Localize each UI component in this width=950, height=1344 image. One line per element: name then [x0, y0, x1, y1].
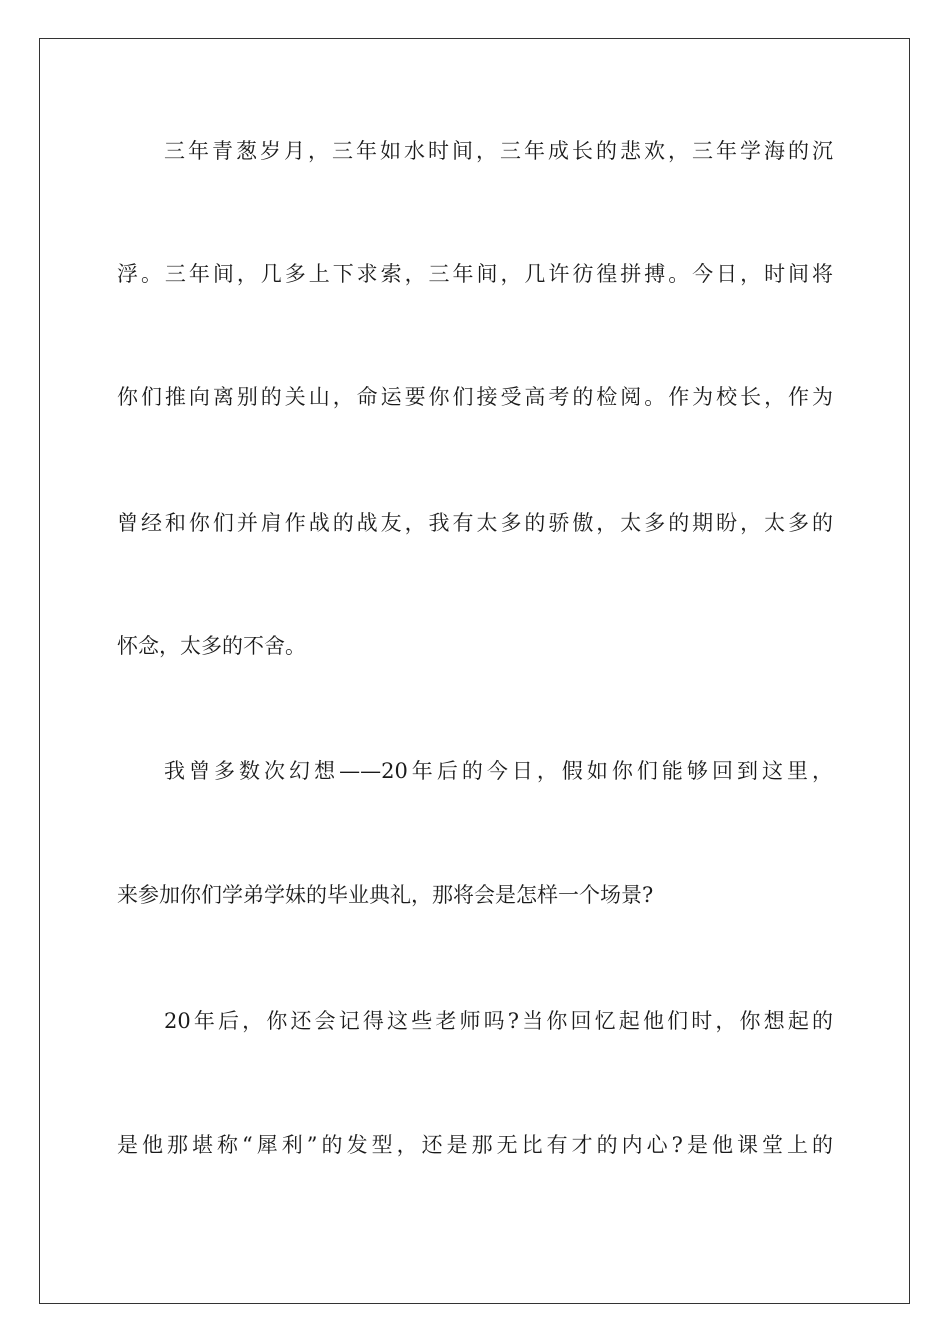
page-border	[39, 38, 910, 1304]
paragraph-3-line-1: 20年后，你还会记得这些老师吗?当你回忆起他们时，你想起的	[164, 1009, 833, 1033]
paragraph-1-line-4: 曾经和你们并肩作战的战友，我有太多的骄傲，太多的期盼，太多的	[117, 511, 833, 535]
paragraph-1-line-2: 浮。三年间，几多上下求索，三年间，几许彷徨拼搏。今日，时间将	[117, 262, 833, 286]
paragraph-2-line-1: 我曾多数次幻想——20年后的今日，假如你们能够回到这里，	[164, 759, 833, 783]
paragraph-1-line-3: 你们推向离别的关山，命运要你们接受高考的检阅。作为校长，作为	[117, 385, 833, 409]
paragraph-1-line-5: 怀念，太多的不舍。	[117, 634, 306, 658]
paragraph-1-line-1: 三年青葱岁月，三年如水时间，三年成长的悲欢，三年学海的沉	[164, 139, 833, 163]
paragraph-3-line-2: 是他那堪称“犀利”的发型，还是那无比有才的内心?是他课堂上的	[117, 1133, 833, 1157]
paragraph-2-line-2: 来参加你们学弟学妹的毕业典礼，那将会是怎样一个场景?	[117, 883, 654, 907]
